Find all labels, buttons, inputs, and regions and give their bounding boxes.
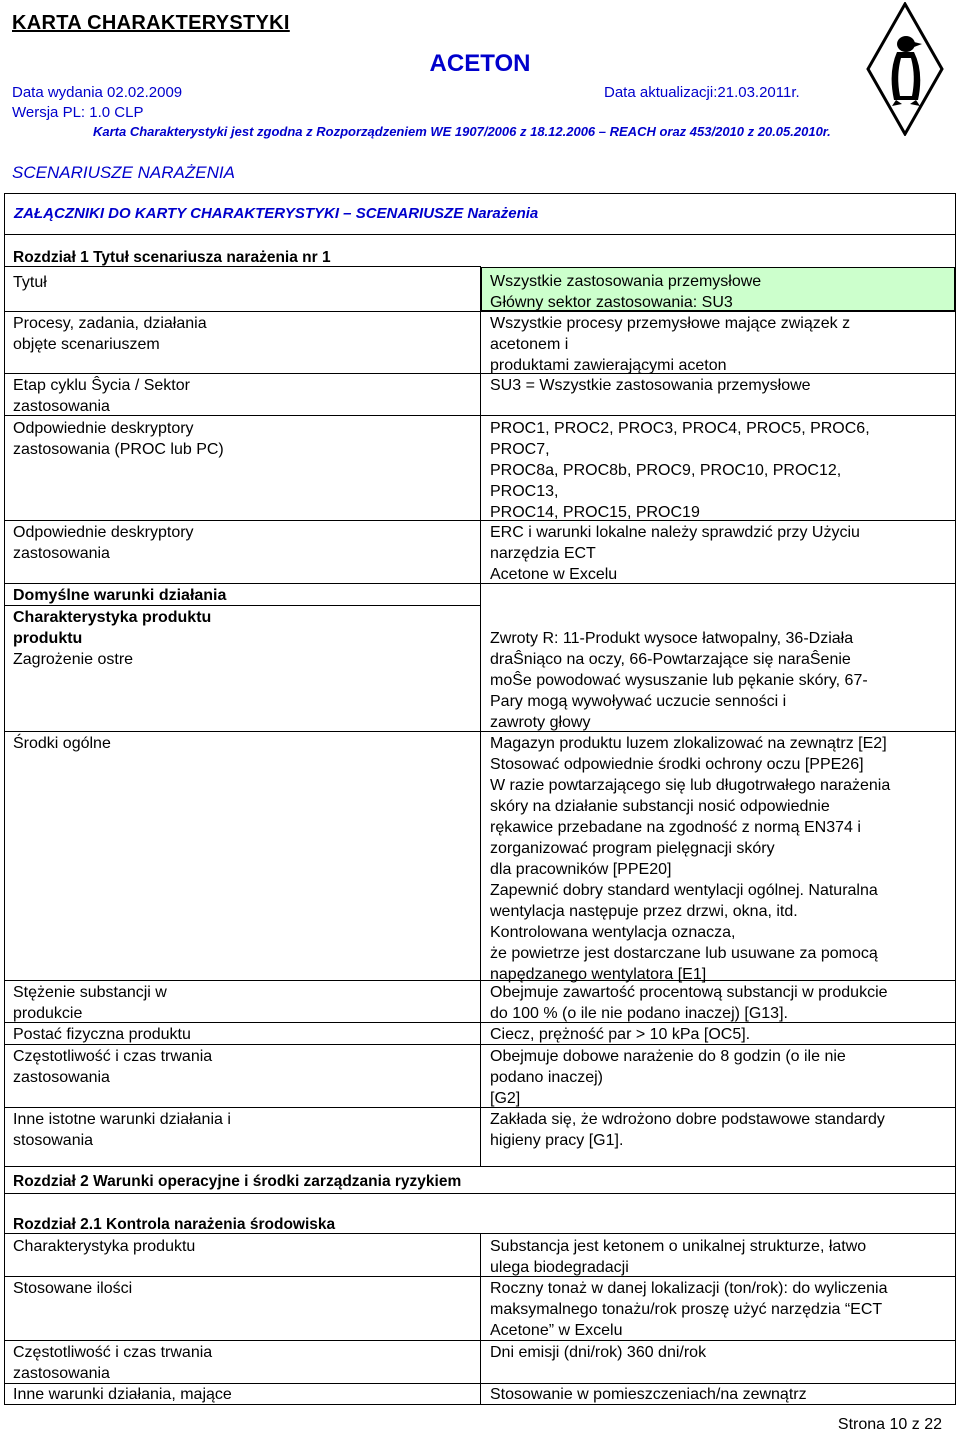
row-processes-value: Wszystkie procesy przemysłowe mające związek z acetonem i produktami zawierającymi aceton bbox=[490, 315, 851, 374]
row-erc-label: Odpowiednie deskryptory zastosowania bbox=[13, 524, 194, 562]
update-date: Data aktualizacji:21.03.2011r. bbox=[604, 84, 800, 101]
physical-form-value: Ciecz, prężność par > 10 kPa [OC5]. bbox=[490, 1026, 751, 1043]
row-lifecycle-value: SU3 = Wszystkie zastosowania przemysłowe bbox=[490, 377, 811, 394]
ch2-other-value: Stosowanie w pomieszczeniach/na zewnątrz bbox=[490, 1386, 807, 1403]
concentration-value: Obejmuje zawartość procentową substancji w produkcie do 100 % (o ile nie podano inaczej) [G13]. bbox=[490, 984, 888, 1022]
page-number: Strona 10 z 22 bbox=[837, 1416, 942, 1433]
ch2-product-label: Charakterystyka produktu bbox=[13, 1238, 196, 1255]
ch2-frequency-value: Dni emisji (dni/rok) 360 dni/rok bbox=[490, 1344, 707, 1361]
row-processes-label: Procesy, zadania, działania objęte scenariuszem bbox=[13, 315, 207, 353]
product-word: produktu bbox=[13, 630, 83, 647]
chapter2-subtitle: Rozdział 2.1 Kontrola narażenia środowiska bbox=[13, 1216, 336, 1233]
penguin-logo-icon bbox=[866, 2, 944, 136]
compliance-note: Karta Charakterystyki jest zgodna z Rozporządzeniem WE 1907/2006 z 18.12.2006 – REACH oraz 453/2010 z 20.05.2010r. bbox=[93, 124, 831, 139]
row-proc-label: Odpowiednie deskryptory zastosowania (PROC lub PC) bbox=[13, 420, 224, 458]
section-heading: SCENARIUSZE NARAŻENIA bbox=[12, 163, 235, 182]
ch2-frequency-label: Częstotliwość i czas trwania zastosowania bbox=[13, 1344, 213, 1382]
ch2-product-value: Substancja jest ketonem o unikalnej strukturze, łatwo ulega biodegradacji bbox=[490, 1238, 867, 1276]
row-erc-value: ERC i warunki lokalne należy sprawdzić przy Użyciu narzędzia ECT Acetone w Excelu bbox=[490, 524, 860, 583]
ch2-quantities-label: Stosowane ilości bbox=[13, 1280, 133, 1297]
physical-form-label: Postać fizyczna produktu bbox=[13, 1026, 191, 1043]
general-measures-label: Środki ogólne bbox=[13, 735, 111, 752]
product-characteristics: Charakterystyka produktu bbox=[13, 609, 212, 626]
issue-date: Data wydania 02.02.2009 bbox=[12, 84, 183, 101]
row-lifecycle-label: Etap cyklu Ŝycia / Sektor zastosowania bbox=[13, 377, 190, 415]
chapter1-title: Rozdział 1 Tytuł scenariusza narażenia nr 1 bbox=[13, 249, 331, 266]
other-conditions-value: Zakłada się, że wdrożono dobre podstawowe standardy higieny pracy [G1]. bbox=[490, 1111, 885, 1149]
row-proc-value: PROC1, PROC2, PROC3, PROC4, PROC5, PROC6, PROC7, PROC8a, PROC8b, PROC9, PROC10, PROC12, PROC13, PROC14, PROC15, PROC19 bbox=[490, 420, 870, 521]
product-name: ACETON bbox=[429, 50, 531, 77]
hazard-label: Zagrożenie ostre bbox=[13, 651, 134, 668]
version: Wersja PL: 1.0 CLP bbox=[12, 104, 144, 121]
ch2-quantities-value: Roczny tonaż w danej lokalizacji (ton/rok): do wyliczenia maksymalnego tonażu/rok proszę użyć narzędzia “ECT Acetone” w Excelu bbox=[490, 1280, 888, 1339]
row-title-value: Wszystkie zastosowania przemysłowe Główny sektor zastosowania: SU3 bbox=[490, 273, 762, 311]
general-measures-value: Magazyn produktu luzem zlokalizować na zewnątrz [E2] Stosować odpowiednie środki ochrony oczu [PPE26] W razie powtarzającego się lub długotrwałego narażenia skóry na działanie substancji nosić odpowiednie rękawice przebadane na zgodność z normą EN374 i zorganizować program pielęgnacji skóry dla pracowników [PPE20] Zapewnić dobry standard wentylacji ogólnej. Naturalna wentylacja następuje przez drzwi, okna, itd. Kontrolowana wentylacja oznacza, że powietrze jest dostarczane lub usuwane za pomocą napędzanego wentylatora [E1] bbox=[490, 735, 891, 983]
other-conditions-label: Inne istotne warunki działania i stosowania bbox=[13, 1111, 231, 1149]
frequency-value: Obejmuje dobowe narażenie do 8 godzin (o ile nie podano inaczej) [G2] bbox=[490, 1048, 846, 1107]
frequency-label: Częstotliwość i czas trwania zastosowania bbox=[13, 1048, 213, 1086]
hazard-value: Zwroty R: 11-Produkt wysoce łatwopalny, 36-Działa draŜniąco na oczy, 66-Powtarzające się naraŜenie moŜe powodować wysuszanie lub pękanie skóry, 67- Pary mogą wywoływać uczucie senności i zawroty głowy bbox=[490, 630, 868, 731]
annex-title: ZAŁĄCZNIKI DO KARTY CHARAKTERYSTYKI – SCENARIUSZE Narażenia bbox=[14, 205, 539, 222]
ch2-other-label: Inne warunki działania, mające bbox=[13, 1386, 232, 1403]
document-title: KARTA CHARAKTERYSTYKI bbox=[12, 12, 290, 34]
chapter2-title: Rozdział 2 Warunki operacyjne i środki zarządzania ryzykiem bbox=[13, 1173, 462, 1190]
concentration-label: Stężenie substancji w produkcie bbox=[13, 984, 167, 1022]
row-title-label: Tytuł bbox=[13, 274, 47, 291]
default-conditions: Domyślne warunki działania bbox=[13, 587, 227, 604]
